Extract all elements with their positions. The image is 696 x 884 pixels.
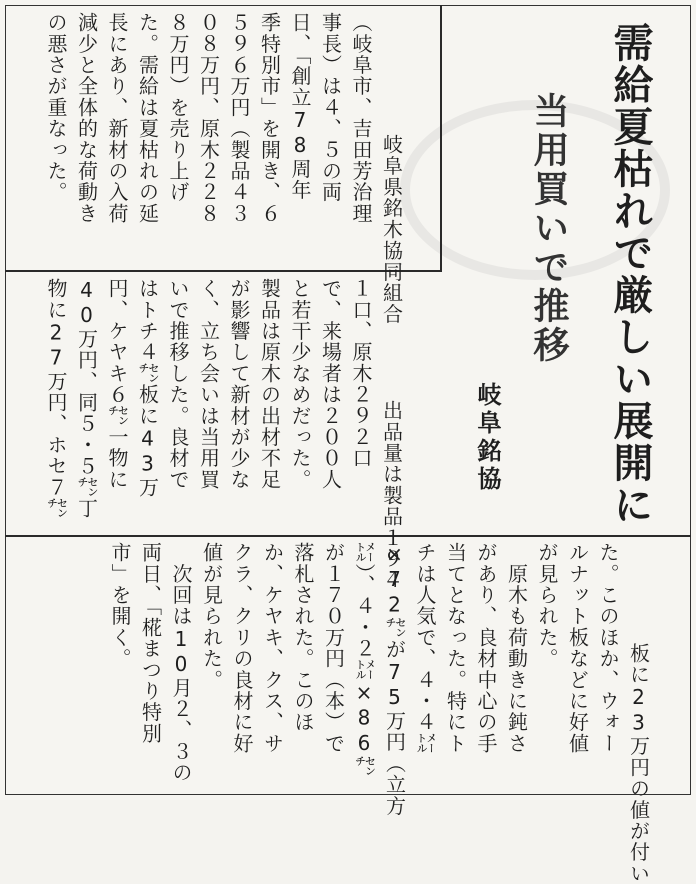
text-line: 当てとなった。特にト	[443, 542, 468, 754]
text-line: 岐阜県銘木協同組合	[379, 112, 404, 325]
text-line: 日、「創立78周年	[288, 12, 312, 201]
text-line: ５９６万円（製品４３	[227, 12, 251, 224]
text-line: 原木も荷動きに鈍さ	[504, 542, 529, 754]
text-line: 値が見られた。	[199, 542, 224, 691]
text-line: 市」を開く。	[108, 542, 132, 670]
text-line: か、ケヤキ、クス、サ	[260, 542, 285, 754]
headline-main: 需給夏枯れで厳しい展開に	[607, 22, 653, 526]
text-line: が見られた。	[535, 542, 559, 670]
article-bottom	[12, 542, 684, 884]
headline-sub: 当用買いで推移	[528, 92, 569, 365]
text-line: 減少と全体的な荷動き	[74, 12, 99, 224]
text-line: クラ、クリの良材に好	[230, 542, 254, 754]
text-line: 40万円、同５・５㌢丁	[74, 278, 99, 520]
text-line: 両日、「椛まつり特別	[138, 542, 163, 744]
text-line: ８万円）を売り上げ	[166, 12, 190, 203]
text-line: 長にあり、新材の入荷	[105, 12, 129, 224]
text-line: 物に27万円、ホセ７㌢	[44, 278, 68, 520]
text-line: が影響して新材が少な	[227, 278, 251, 490]
text-line: 季特別市」を開き、６	[257, 12, 282, 224]
text-line: １口、原木２９２口	[349, 278, 373, 469]
text-line: た。需給は夏枯れの延	[135, 12, 160, 224]
text-line: （岐阜市、吉田芳治理	[349, 12, 373, 224]
text-line: で、来場者は２００人	[318, 278, 343, 490]
text-line: 円、ケヤキ６㌢一物に	[105, 278, 129, 490]
text-line: く、立ち会いは当用買	[196, 278, 221, 490]
rule-vertical	[440, 5, 442, 272]
text-line: 落札された。このほ	[291, 542, 315, 733]
text-line: と若干少なめだった。	[288, 278, 312, 490]
text-line: 板に23万円の値が付い	[626, 642, 651, 884]
article-top-left	[12, 12, 437, 325]
byline: 岐阜銘協	[473, 382, 502, 494]
text-line: た。このほか、ウォー	[596, 542, 620, 754]
text-line: 製品は原木の出材不足	[257, 278, 282, 490]
text-line: 次回は10月２、３の	[169, 542, 193, 784]
article-bottom-text	[108, 542, 651, 884]
text-line: があり、良材中心の手	[474, 542, 498, 754]
text-line: チは人気で、４・４㍍	[413, 542, 437, 754]
text-line: 出品量は製品１９４	[379, 378, 404, 591]
text-line: ×72㌢が75万円（立方	[382, 542, 407, 817]
text-line: いで推移した。良材で	[166, 278, 190, 490]
rule-top-left	[5, 270, 440, 272]
text-line: ０８万円、原木２２８	[196, 12, 221, 224]
text-line: が１７０万円（本）で	[321, 542, 346, 754]
rule-middle	[5, 535, 691, 537]
text-line: ルナット板などに好値	[565, 542, 590, 754]
article-middle	[12, 278, 437, 591]
text-line: ㍍）、４・２㍍×86㌢	[352, 542, 376, 778]
text-line: の悪さが重なった。	[44, 12, 68, 203]
text-line: 事長）は４、５の両	[318, 12, 343, 203]
text-line: はトチ４㌢板に43万	[135, 278, 160, 498]
